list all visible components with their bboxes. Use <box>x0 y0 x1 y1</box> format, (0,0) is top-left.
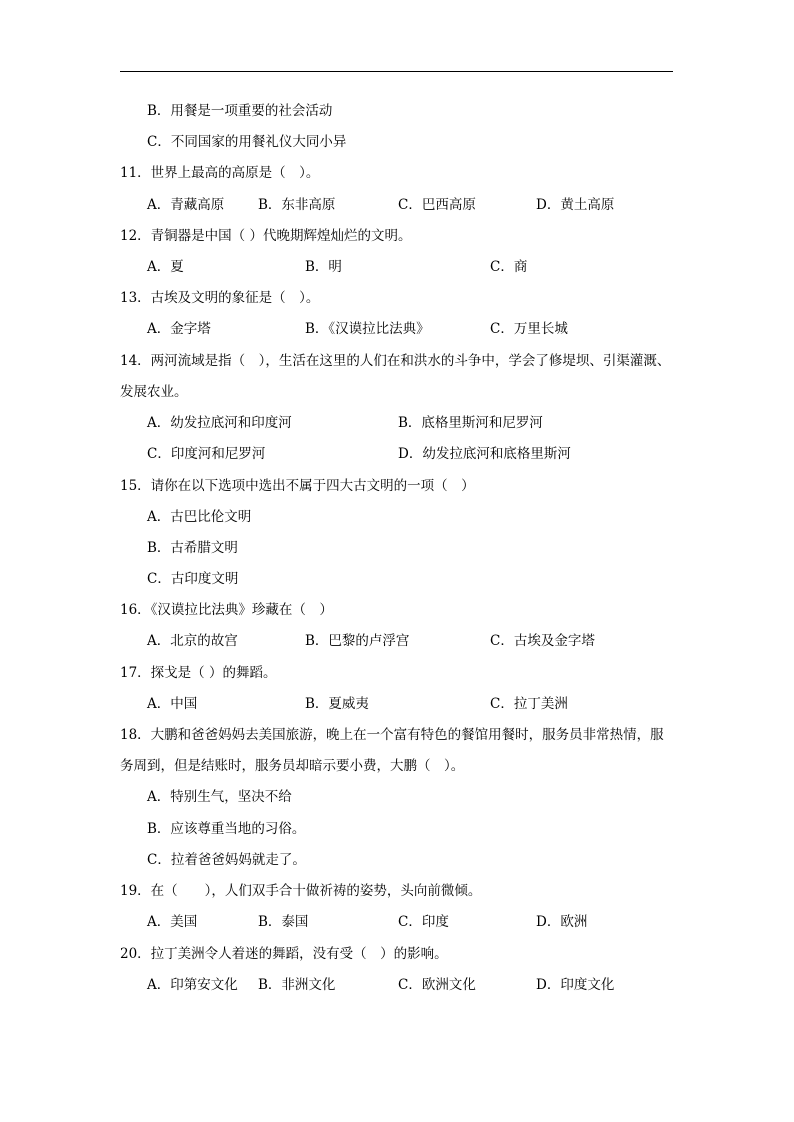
q13-option-a: A．金字塔 <box>147 321 211 337</box>
q11-option-d: D．黄土高原 <box>536 197 615 213</box>
q18-option-c: C．拉着爸爸妈妈就走了。 <box>147 852 306 868</box>
q20-option-d: D．印度文化 <box>536 977 615 993</box>
q19-option-d: D．欧洲 <box>536 914 588 930</box>
q20-option-c: C．欧洲文化 <box>398 977 476 993</box>
q18-option-a: A．特别生气，坚决不给 <box>147 789 292 805</box>
q16-option-b: B．巴黎的卢浮宫 <box>305 633 410 649</box>
q14-option-b: B．底格里斯河和尼罗河 <box>398 415 543 431</box>
question-16: 16．《汉谟拉比法典》珍藏在（ ） <box>120 602 333 618</box>
q17-option-a: A．中国 <box>147 696 198 712</box>
q16-option-c: C．古埃及金字塔 <box>490 633 595 649</box>
q11-option-b: B．东非高原 <box>258 197 336 213</box>
q12-option-c: C．商 <box>490 259 528 275</box>
question-19: 19．在（ ），人们双手合十做祈祷的姿势，头向前微倾。 <box>120 883 482 899</box>
q11-option-c: C．巴西高原 <box>398 197 476 213</box>
q12-option-a: A．夏 <box>147 259 184 275</box>
q19-option-a: A．美国 <box>147 914 198 930</box>
question-14: 14．两河流域是指（ ），生活在这里的人们在和洪水的斗争中，学会了修堤坝、引渠灌溉、 <box>120 353 671 369</box>
question-11: 11．世界上最高的高原是（ ）。 <box>120 165 320 181</box>
question-13: 13．古埃及文明的象征是（ ）。 <box>120 290 320 306</box>
q14-option-c: C．印度河和尼罗河 <box>147 446 266 462</box>
question-18-cont: 务周到，但是结账时，服务员却暗示要小费，大鹏（ ）。 <box>120 758 465 774</box>
q17-option-c: C．拉丁美洲 <box>490 696 568 712</box>
q12-option-b: B．明 <box>305 259 342 275</box>
q14-option-a: A．幼发拉底河和印度河 <box>147 415 292 431</box>
question-18: 18．大鹏和爸爸妈妈去美国旅游，晚上在一个富有特色的餐馆用餐时，服务员非常热情，服 <box>120 727 664 743</box>
question-15: 15．请你在以下选项中选出不属于四大古文明的一项（ ） <box>120 478 475 494</box>
q15-option-a: A．古巴比伦文明 <box>147 509 252 525</box>
q13-option-b: B．《汉谟拉比法典》 <box>305 321 430 337</box>
q18-option-b: B．应该尊重当地的习俗。 <box>147 821 306 837</box>
q11-option-a: A．青藏高原 <box>147 197 225 213</box>
q16-option-a: A．北京的故宫 <box>147 633 238 649</box>
q19-option-b: B．泰国 <box>258 914 309 930</box>
option-c-q10: C．不同国家的用餐礼仪大同小异 <box>147 134 347 150</box>
question-14-cont: 发展农业。 <box>120 384 188 400</box>
option-b-q10: B．用餐是一项重要的社会活动 <box>147 103 333 119</box>
q15-option-c: C．古印度文明 <box>147 571 239 587</box>
q15-option-b: B．古希腊文明 <box>147 540 238 556</box>
q14-option-d: D．幼发拉底河和底格里斯河 <box>398 446 571 462</box>
q13-option-c: C．万里长城 <box>490 321 568 337</box>
q20-option-b: B．非洲文化 <box>258 977 336 993</box>
question-12: 12．青铜器是中国（ ）代晚期辉煌灿烂的文明。 <box>120 228 412 244</box>
q17-option-b: B．夏威夷 <box>305 696 369 712</box>
question-20: 20．拉丁美洲令人着迷的舞蹈，没有受（ ）的影响。 <box>120 946 448 962</box>
q20-option-a: A．印第安文化 <box>147 977 238 993</box>
question-17: 17．探戈是（ ）的舞蹈。 <box>120 665 277 681</box>
q19-option-c: C．印度 <box>398 914 449 930</box>
header-rule <box>120 71 673 72</box>
